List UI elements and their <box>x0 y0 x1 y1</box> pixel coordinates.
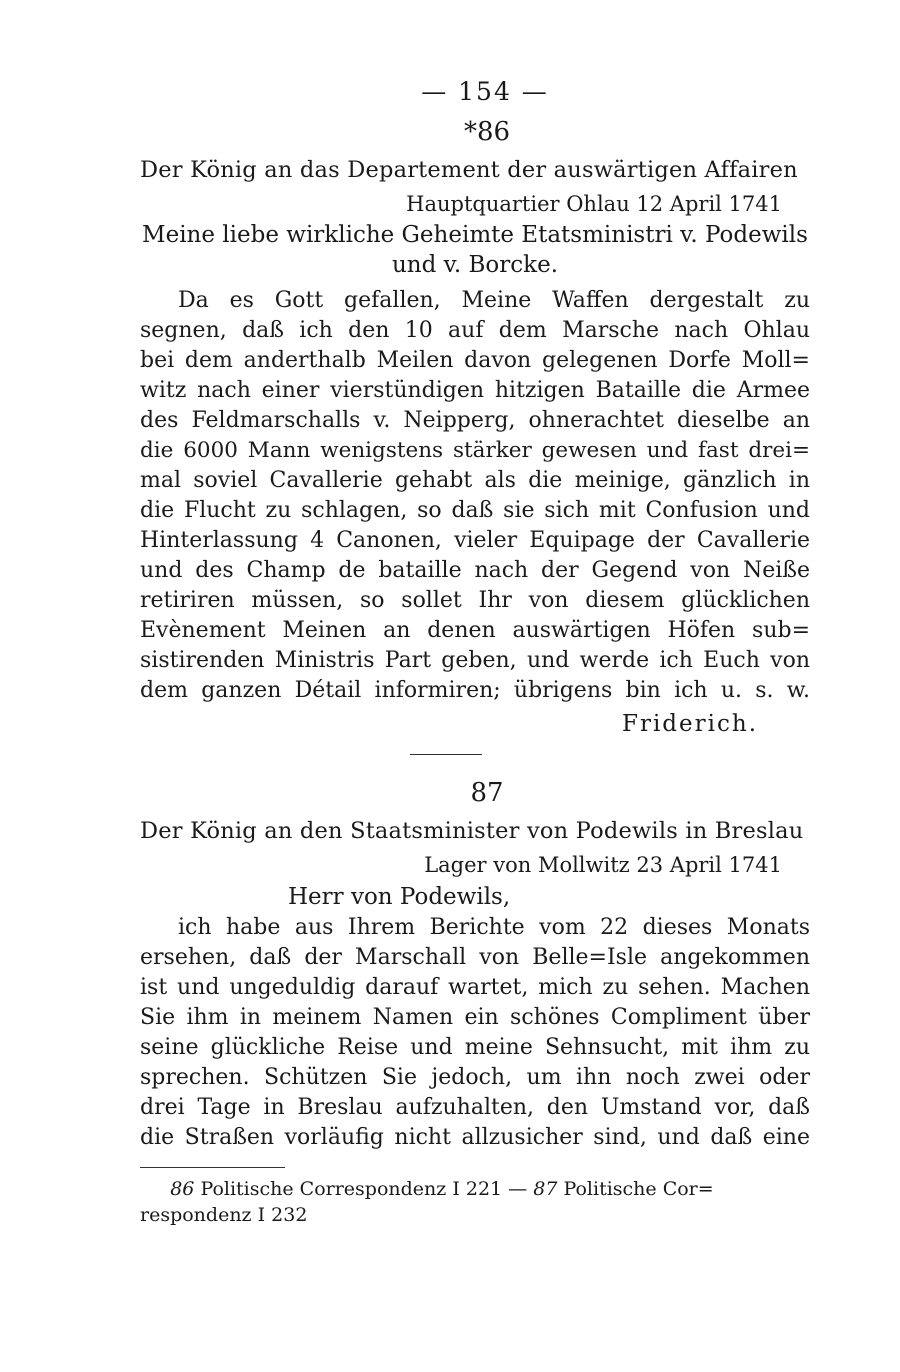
letter-number: 87 <box>470 778 504 808</box>
text-line: ich habe aus Ihrem Berichte vom 22 dieses Monats <box>178 915 810 940</box>
letter-body <box>140 913 810 1153</box>
letter-title: Der König an das Departement der auswärtigen Affairen <box>140 157 798 183</box>
footnote-divider <box>140 1167 285 1168</box>
text-line: des Feldmarschalls v. Neipperg, ohnerachtet dieselbe an <box>140 408 810 433</box>
letter-number: *86 <box>463 117 511 147</box>
footnote-number: 86 <box>170 1178 195 1200</box>
footnotes <box>140 1176 810 1228</box>
text-line: bei dem anderthalb Meilen davon gelegenen Dorfe Moll= <box>140 348 810 373</box>
text-line: die Straßen vorläufig nicht allzusicher sind, und daß eine <box>140 1125 810 1150</box>
text-line: sistirenden Ministris Part geben, und werde ich Euch von <box>140 648 810 673</box>
footnote-line: respondenz I 232 <box>140 1204 308 1226</box>
footnote-text: Politische Correspondenz I 221 — <box>200 1178 528 1200</box>
dateline: Lager von Mollwitz 23 April 1741 <box>424 853 782 877</box>
text-line: Hinterlassung 4 Canonen, vieler Equipage der Cavallerie <box>140 528 810 553</box>
footnote-line <box>140 1176 810 1202</box>
text-line: mal soviel Cavallerie gehabt als die meinige, gänzlich in <box>140 468 810 493</box>
letter-title: Der König an den Staatsminister von Podewils in Breslau <box>140 818 804 844</box>
text-line: Sie ihm in meinem Namen ein schönes Compliment über <box>140 1005 810 1030</box>
text-line: dem ganzen Détail informiren; übrigens bin ich u. s. w. <box>140 678 810 703</box>
text-line: segnen, daß ich den 10 auf dem Marsche nach Ohlau <box>140 318 810 343</box>
text-line: ist und ungeduldig darauf wartet, mich zu sehen. Machen <box>140 975 810 1000</box>
text-line: die Flucht zu schlagen, so daß sie sich mit Confusion und <box>140 498 810 523</box>
text-line: sprechen. Schützen Sie jedoch, um ihn noch zwei oder <box>140 1065 810 1090</box>
text-line: Evènement Meinen an denen auswärtigen Höfen sub= <box>140 618 810 643</box>
salutation-line: Meine liebe wirkliche Geheimte Etatsministri v. Podewils <box>142 222 808 248</box>
text-line: und des Champ de bataille nach der Gegend von Neiße <box>140 558 810 583</box>
page-number: — 154 — <box>421 77 549 106</box>
text-line: witz nach einer vierstündigen hitzigen Bataille die Armee <box>140 378 810 403</box>
salutation-line: Herr von Podewils, <box>288 884 511 910</box>
text-line: retiriren müssen, so sollet Ihr von diesem glücklichen <box>140 588 810 613</box>
text-line: ersehen, daß der Marschall von Belle=Isle angekommen <box>140 945 810 970</box>
dateline: Hauptquartier Ohlau 12 April 1741 <box>406 192 782 216</box>
letter-87 <box>140 773 810 1153</box>
document-page <box>140 72 810 1228</box>
text-line: die 6000 Mann wenigstens stärker gewesen und fast drei= <box>140 438 810 463</box>
text-line: seine glückliche Reise und meine Sehnsucht, mit ihm zu <box>140 1035 810 1060</box>
footnote-number: 87 <box>533 1178 558 1200</box>
signature: Friderich. <box>622 711 758 737</box>
letter-86 <box>140 112 810 742</box>
salutation-line: und v. Borcke. <box>391 252 559 278</box>
letter-body <box>140 286 810 706</box>
footnote-text: Politische Cor= <box>563 1178 714 1200</box>
text-line: Da es Gott gefallen, Meine Waffen dergestalt zu <box>178 288 810 313</box>
text-line: drei Tage in Breslau aufzuhalten, den Umstand vor, daß <box>140 1095 810 1120</box>
